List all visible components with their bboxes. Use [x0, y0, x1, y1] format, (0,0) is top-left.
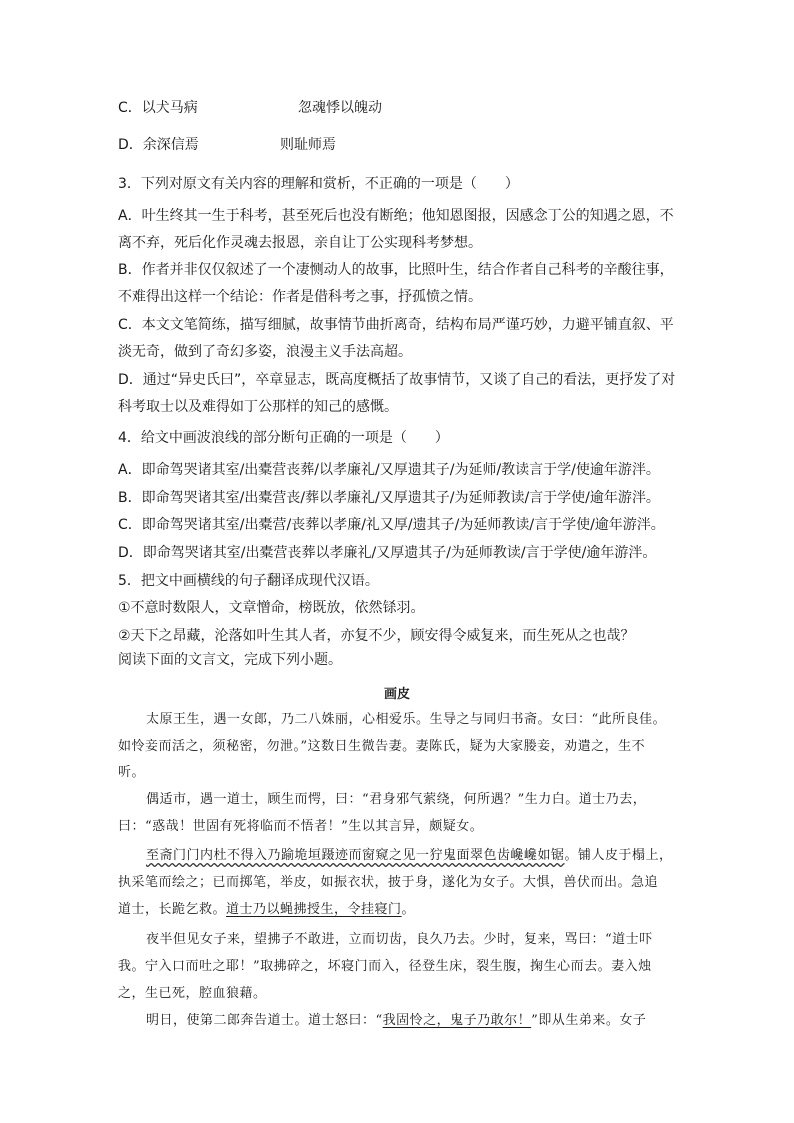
q5-sentence-2: ②天下之昂藏，沦落如叶生其人者，亦复不少，顾安得令威复来，而生死从之也哉？ — [118, 628, 635, 644]
q4-option-c: C．即命驾哭诸其室/出橐营/丧葬以孝廉/礼又厚/遗其子/为延师教读/言于学使/逾年游泮。 — [118, 517, 665, 533]
reading-instruction: 阅读下面的文言文，完成下列小题。 — [118, 652, 342, 668]
passage-p4-line1: 夜半但见女子来，望拂子不敢进，立而切齿，良久乃去。少时，复来，骂曰：“道士吓 — [146, 932, 653, 947]
q3-option-a-line2: 离不弃，死后化作灵魂去报恩，亲自让丁公实现科考梦想。 — [118, 235, 482, 251]
q3-option-b-line2: 不难得出这样一个结论：作者是借科考之事，抒孤愤之情。 — [118, 289, 482, 305]
passage-p1-line2: 如怜妾而活之，须秘密，勿泄。”这数日生微告妻。妻陈氏，疑为大家媵妾，劝遣之，生不 — [118, 739, 646, 754]
p5-line1-tail: ”即从生弟来。女子 — [531, 1013, 647, 1028]
q3-option-d-line1: D．通过“异史氏曰”，卒章显志，既高度概括了故事情节，又谈了自己的看法，更抒发了对 — [118, 372, 676, 388]
q3-option-c-line2: 淡无奇，做到了奇幻多姿，浪漫主义手法高超。 — [118, 344, 412, 360]
option-c-left: C．以犬马病 — [118, 100, 198, 116]
option-d-left: D．余深信焉 — [118, 137, 199, 153]
q5-sentence-1: ①不意时数限人，文章憎命，榜既放，依然铩羽。 — [118, 600, 425, 616]
passage-p5-line1 — [146, 1011, 646, 1031]
passage-p2-line1: 偶适市，遇一道士，顾生而愕，曰：“君身邪气萦绕，何所遇？”生力白。道士乃去， — [146, 792, 647, 807]
p3-line3-pre: 道士，长跪乞救。 — [118, 902, 227, 917]
passage-p2-line2: 曰：“惑哉！世固有死将临而不悟者！”生以其言异，颇疑女。 — [118, 819, 484, 834]
passage-p3-line3 — [118, 900, 415, 920]
passage-p4-line2: 我。宁入口而吐之耶！”取拂碎之，坏寝门而入，径登生床，裂生腹，掬生心而去。妻入烛 — [118, 959, 652, 974]
q4-option-d: D．即命驾哭诸其室/出橐营丧葬以孝廉礼/又厚遗其子/为延师教读/言于学使/逾年游泮。 — [118, 545, 657, 561]
wavy-underlined-text: 至斋门门内杜不得入乃踰垝垣蹑迹而窗窥之见一狞鬼面翠色齿巉巉如锯 — [146, 848, 565, 863]
p3-line3-tail: 。 — [401, 902, 416, 917]
q3-option-b-line1: B．作者并非仅仅叙述了一个凄恻动人的故事，比照叶生，结合作者自己科考的辛酸往事， — [118, 262, 674, 278]
passage-p4-line3: 之，生已死，腔血狼藉。 — [118, 986, 267, 1001]
q4-stem: 4．给文中画波浪线的部分断句正确的一项是（ ） — [118, 430, 449, 446]
q3-stem: 3．下列对原文有关内容的理解和赏析，不正确的一项是（ ） — [118, 176, 519, 192]
underlined-sentence-2: 我固怜之，鬼子乃敢尔！ — [382, 1013, 532, 1028]
option-c-right: 忽魂悸以魄动 — [298, 100, 382, 116]
passage-title: 画皮 — [383, 687, 410, 702]
q3-option-d-line2: 科考取士以及难得如丁公那样的知己的感慨。 — [118, 399, 398, 415]
q3-option-a-line1: A．叶生终其一生于科考，甚至死后也没有断绝；他知恩图报，因感念丁公的知遇之恩，不 — [118, 208, 674, 224]
passage-p1-line1: 太原王生，遇一女郎，乃二八姝丽，心相爱乐。生导之与同归书斋。女曰：“此所良佳。 — [146, 712, 667, 727]
q4-option-b: B．即命驾哭诸其室/出橐营丧/葬以孝廉礼/又厚遗其子/为延师教读/言于学使/逾年游泮。 — [118, 490, 660, 506]
p5-line1-pre: 明日，使第二郎奔告道士。道士怒曰：“ — [146, 1013, 383, 1028]
option-d-right: 则耻师焉 — [280, 137, 336, 153]
passage-p1-line3: 听。 — [118, 765, 146, 780]
q3-option-c-line1: C．本文文笔简练，描写细腻，故事情节曲折离奇，结构布局严谨巧妙，力避平铺直叙、平 — [118, 317, 674, 333]
passage-p3-line2: 执采笔而绘之；已而掷笔，举皮，如振衣状，披于身，遂化为女子。大惧，兽伏而出。急追 — [118, 875, 659, 890]
q5-stem: 5．把文中画横线的句子翻译成现代汉语。 — [118, 573, 379, 589]
q4-option-a: A．即命驾哭诸其室/出橐营丧葬/以孝廉礼/又厚遗其子/为延师/教读言于学/使逾年游泮。 — [118, 462, 660, 478]
passage-p3-line1 — [146, 846, 673, 866]
p3-line1-tail: 。铺人皮于榻上， — [564, 848, 673, 863]
underlined-sentence-1: 道士乃以蝇拂授生，令挂寝门 — [226, 902, 402, 917]
